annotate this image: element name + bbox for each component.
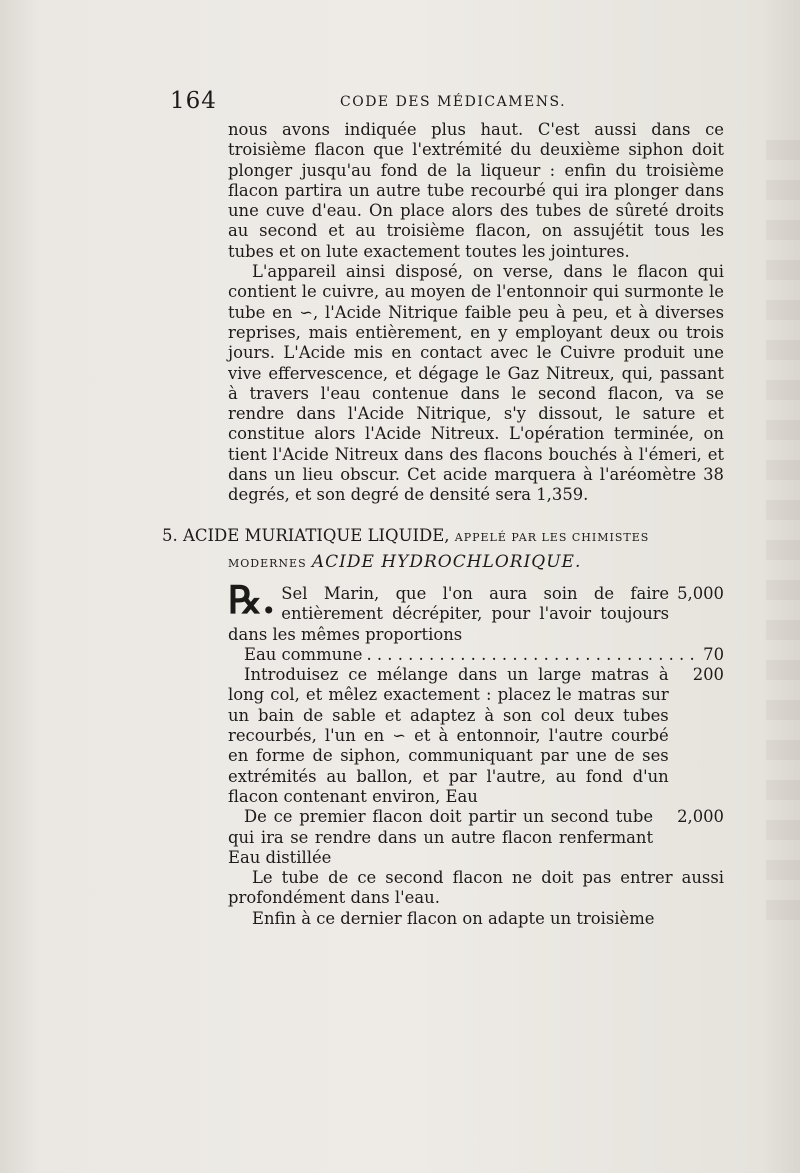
recipe-line-2 [228, 645, 724, 665]
recipe-paragraph-3: Le tube de ce second flacon ne doit pas entrer aussi profondément dans l'eau. [228, 868, 724, 908]
recipe-line-2-quantity: 70 [703, 644, 724, 664]
text-block-top [228, 120, 724, 506]
recipe-paragraph-2-quantity: 2,000 [677, 807, 724, 827]
recipe-line-1-quantity: 5,000 [677, 584, 724, 603]
page-header [170, 88, 730, 118]
section-subtitle-1: APPELÉ PAR LES CHIMISTES [454, 531, 650, 544]
paragraph-2: L'appareil ainsi disposé, on verse, dans le flacon qui contient le cuivre, au moyen de l'entonnoir qui surmonte le tube en ∽, l'Acide Nitrique faible peu à peu, et à diverses reprises, mais entièrement, en y employant deux ou trois jours. L'Acide mis en contact avec le Cuivre produit une vive effervescence, et dégage le Gaz Nitreux, qui, passant à travers l'eau contenue dans le second flacon, va se rendre dans l'Acide Nitrique, s'y dissout, le sature et constitue alors l'Acide Nitreux. L'opération terminée, on tient l'Acide Nitreux dans des flacons bouchés à l'émeri, et dans un lieu obscur. Cet acide marquera à l'aréomètre 38 degrés, et son degré de densité sera 1,359. [228, 262, 724, 505]
recipe-paragraph-1 [228, 665, 724, 807]
recipe-paragraph-2-text: De ce premier flacon doit partir un second tube qui ira se rendre dans un autre flacon renfermant Eau distillée [228, 807, 654, 867]
section-title: 5. ACIDE MURIATIQUE LIQUIDE, [162, 526, 450, 545]
recipe-line-1 [228, 577, 724, 645]
recipe-paragraph-1-quantity: 200 [692, 665, 724, 685]
recipe-paragraph-1-text: Introduisez ce mélange dans un large matras à long col, et mêlez exactement : placez le matras sur un bain de sable et adaptez à son col deux tubes recourbés, l'un en ∽ et à entonnoir, l'autre courbé en forme de siphon, communiquant par une de ses extrémités au ballon, et par l'autre, au fond d'un flacon contenant environ, Eau [228, 665, 669, 806]
recipe-paragraph-4: Enfin à ce dernier flacon on adapte un troisième [252, 908, 655, 928]
text-block-recipe [228, 577, 724, 929]
recipe-line-2-text: Eau commune [244, 644, 363, 664]
page-number: 164 [170, 88, 217, 114]
section-heading [162, 524, 732, 576]
paragraph-1: nous avons indiquée plus haut. C'est aussi dans ce troisième flacon que l'extrémité du deuxième siphon doit plonger jusqu'au fond de la liqueur : enfin du troisième flacon partira un autre tube recourbé qui ira plonger dans une cuve d'eau. On place alors des tubes de sûreté droits au second et au troisième flacon, on assujétit tous les tubes et on lute exactement toutes les jointures. [228, 120, 724, 261]
section-italic-title: ACIDE HYDROCHLORIQUE. [311, 552, 582, 572]
recipe-symbol: ℞. [228, 577, 276, 622]
bleed-through-margin [766, 140, 800, 940]
dot-leader [366, 645, 699, 665]
running-head: CODE DES MÉDICAMENS. [340, 94, 567, 110]
recipe-line-1-text: Sel Marin, que l'on aura soin de faire entièrement décrépiter, pour l'avoir toujours dans les mêmes proportions [228, 584, 670, 644]
recipe-paragraph-2 [228, 807, 724, 868]
section-subtitle-2: MODERNES [228, 557, 307, 570]
